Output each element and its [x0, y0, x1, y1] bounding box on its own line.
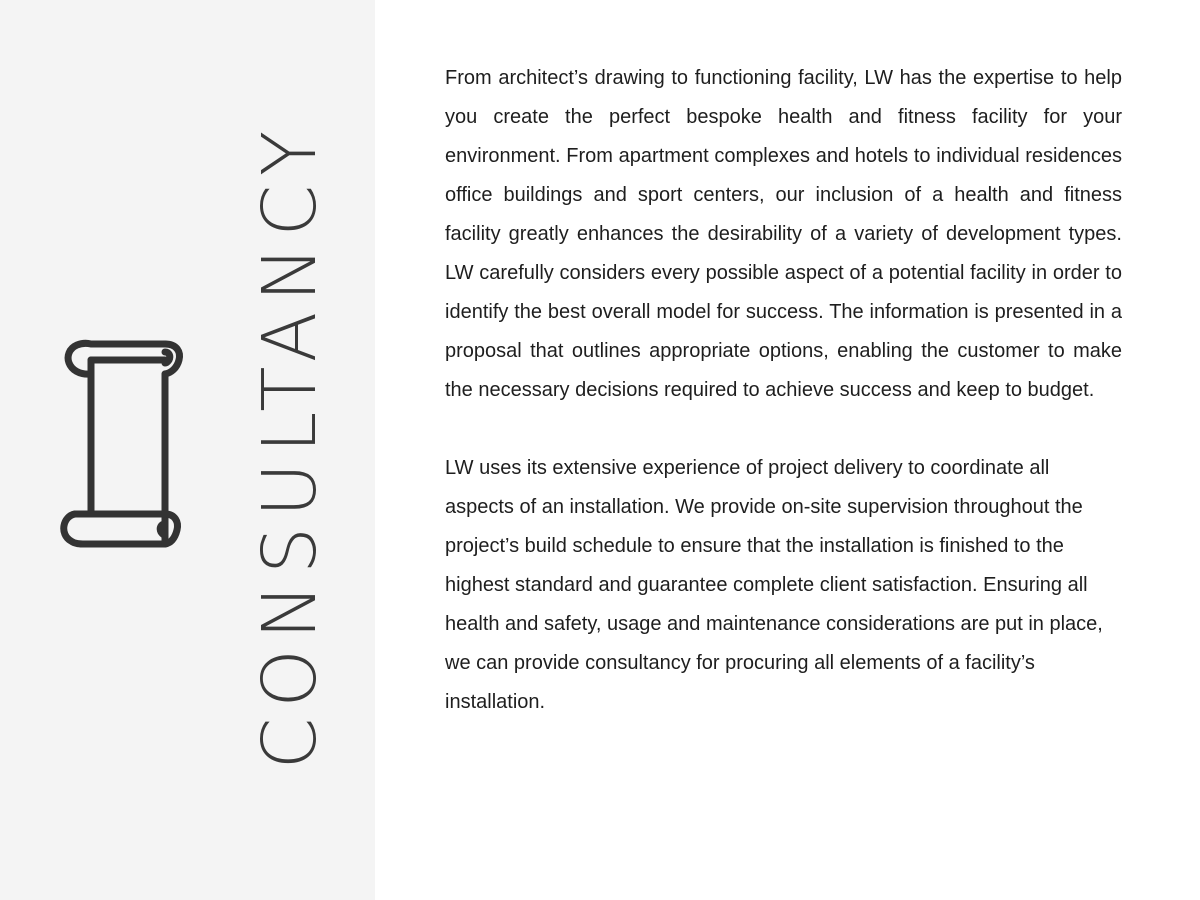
paragraph-intro: From architect’s drawing to functioning facility, LW has the expertise to help you create the perfect bespoke health and fitness facility for your environment. From apartment complexes and hotels to individual residences office buildings and sport centers, our inclusion of a health and fitness facility greatly enhances the desirability of a variety of development types. LW carefully considers every possible aspect of a potential facility in order to identify the best overall model for success. The information is presented in a proposal that outlines appropriate options, enabling the customer to make the necessary decisions required to achieve success and keep to budget.	[445, 67, 1122, 401]
main-content	[445, 59, 1122, 722]
sidebar-panel	[0, 0, 375, 900]
page-title: CONSULTANCY	[247, 120, 333, 770]
paragraph-delivery: LW uses its extensive experience of project delivery to coordinate all aspects of an installation. We provide on-site supervision throughout the project’s build schedule to ensure that the installation is finished to the highest standard and guarantee complete client satisfaction. Ensuring all health and safety, usage and maintenance considerations are put in place, we can provide consultancy for procuring all elements of a facility’s installation.	[445, 457, 1103, 713]
scroll-icon	[55, 338, 185, 550]
